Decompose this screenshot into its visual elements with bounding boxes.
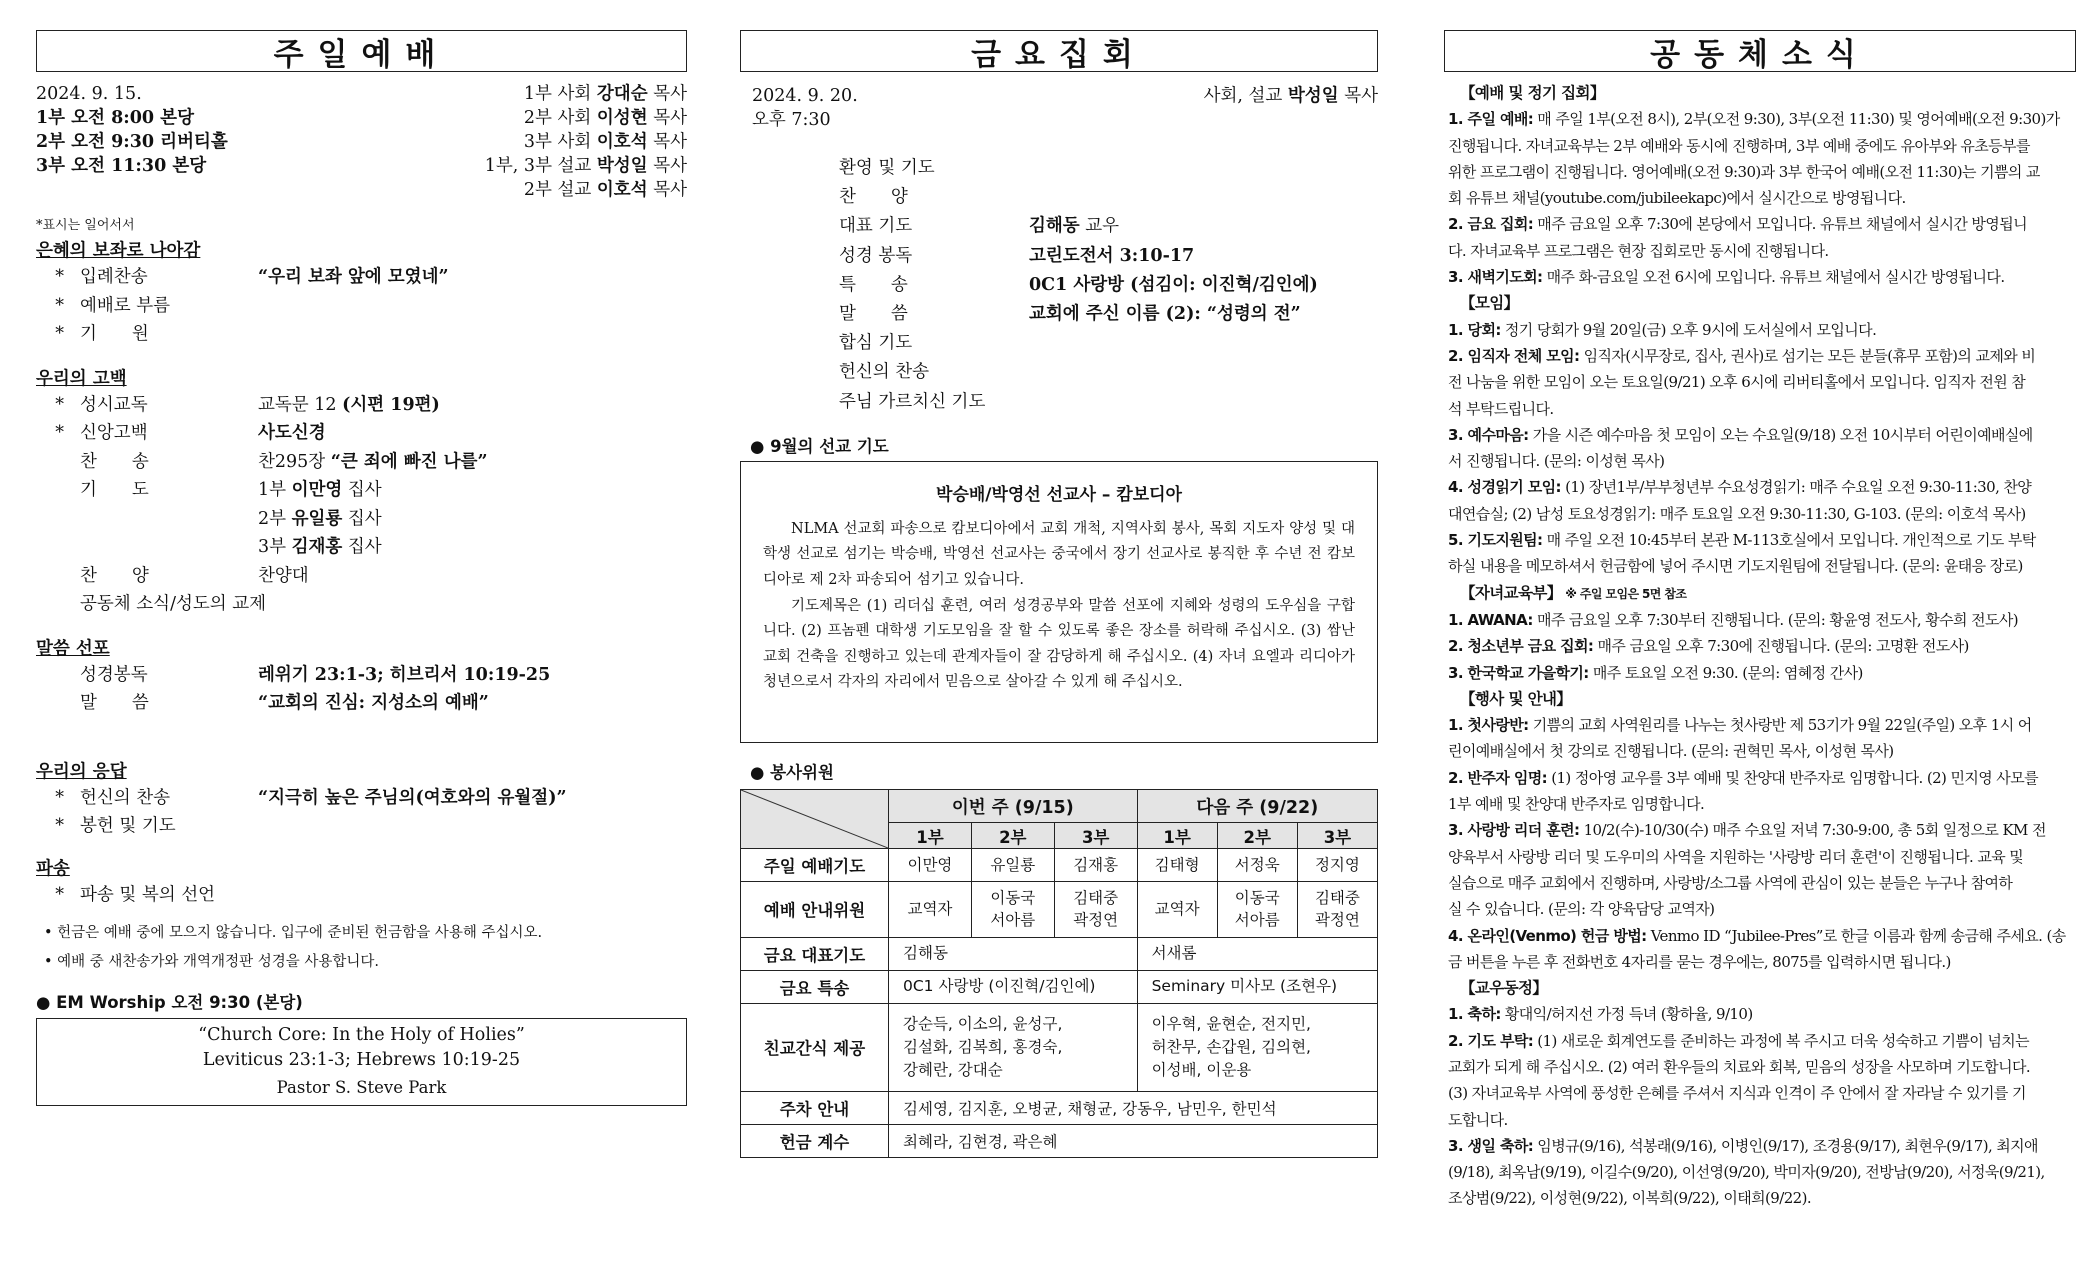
order-value: 고린도전서 3:10-17: [1029, 245, 1195, 266]
section-title: 파송: [36, 858, 70, 879]
service-preacher: 1부, 3부 설교 박성일 목사: [484, 156, 687, 176]
table-row: [741, 848, 1378, 881]
news-line: 2. 임직자 전체 모임: 임직자(시무장로, 집사, 권사)로 섬기는 모든 분들(휴무 포함)의 교제와 비: [1448, 346, 2036, 365]
item-value: [258, 419, 687, 448]
news-item-title: 4. 성경읽기 모임:: [1448, 478, 1561, 497]
service-row: [36, 178, 687, 202]
news-line: 1. 첫사랑반: 기쁨의 교회 사역원리를 나누는 첫사랑반 제 53기가 9월 22일(주일) 오후 1시 어: [1448, 716, 2032, 735]
mission-para-2: 기도제목은 (1) 리더십 훈련, 여러 성경공부와 말씀 선포에 지혜와 성령의 도우심을 구합니다. (2) 프놈펜 대학생 기도모임을 잘 할 수 있도록 좋은 장소를 허락해 주십시오. (3) 쌈난 교회 건축을 진행하고 있는데 관계자들이 잘 감당하게 해 주십시오. (4) 자녀 요엘과 리디아가 청년으로서 각자의 자리에서 믿음으로 살아갈 수 있게 해 주십시오.: [763, 597, 1355, 691]
item-value: [258, 505, 687, 534]
stand-marker: [36, 476, 72, 505]
news-item-title: 2. 기도 부탁:: [1448, 1031, 1534, 1050]
friday-order-item: [839, 242, 1378, 271]
order-of-worship: [36, 239, 687, 909]
worship-item: [36, 505, 687, 534]
item-value: [258, 689, 687, 718]
order-suffix: 교우: [1079, 216, 1120, 237]
news-line: 서 진행됩니다. (문의: 이성현 목사): [1448, 452, 1665, 471]
news-item-title: 1. 첫사랑반:: [1448, 716, 1529, 735]
table-cell: 김재홍: [1054, 848, 1137, 881]
order-value: [1029, 388, 1378, 417]
news-item-title: 3. 한국학교 가을학기:: [1448, 663, 1589, 682]
stand-marker: *: [55, 324, 64, 344]
worship-section: [36, 857, 687, 910]
item-value-bold: 이만영: [291, 480, 343, 500]
category-note: ※ 주일 모임은 5면 참조: [1561, 586, 1687, 601]
news-item-title: 1. 축하:: [1448, 1005, 1501, 1024]
item-value-plain: 2부: [258, 508, 292, 529]
service-time: 3부 오전 11:30 본당: [36, 156, 207, 176]
service-time: 1부 오전 8:00 본당: [36, 108, 194, 128]
news-item-title: 2. 금요 집회:: [1448, 215, 1534, 234]
news-line: 다. 자녀교육부 프로그램은 현장 집회로만 동시에 진행됩니다.: [1448, 241, 1829, 260]
item-value: [258, 562, 687, 591]
item-label: [72, 533, 258, 562]
news-line: 1. AWANA: 매주 금요일 오후 7:30부터 진행됩니다. (문의: 황윤영 전도사, 황수희 전도사): [1448, 610, 2018, 629]
worship-item: [36, 661, 687, 690]
item-value-suffix: 집사: [342, 480, 382, 500]
news-item-title: 2. 임직자 전체 모임:: [1448, 346, 1580, 365]
next-week-header: 다음 주 (9/22): [1137, 789, 1377, 823]
news-line: 3. 생일 축하: 임병규(9/16), 석봉래(9/16), 이병인(9/17), 조경용(9/17), 최현우(9/17), 최지애: [1448, 1136, 2038, 1155]
order-label: 대표 기도: [839, 216, 913, 237]
item-value-bold: “우리 보좌 앞에 모였네”: [258, 267, 449, 287]
news-line: 실 수 있습니다. (문의: 각 양육담당 교역자): [1448, 900, 1715, 919]
item-label: 찬 양: [80, 565, 149, 586]
part-header: 2부: [1217, 823, 1297, 848]
row-label: 주차 안내: [741, 1091, 889, 1124]
news-line: 4. 온라인(Venmo) 헌금 방법: Venmo ID “Jubilee-Pres”로 한글 이름과 함께 송금해 주세요. (송: [1448, 926, 2066, 945]
item-label: 예배로 부름: [80, 295, 171, 316]
stand-marker: [36, 661, 72, 690]
part-header: 1부: [889, 823, 972, 848]
worship-item: [36, 881, 687, 910]
section-title: 은혜의 보좌로 나아감: [36, 241, 201, 261]
worship-item: [36, 590, 687, 619]
table-cell: 서정욱: [1217, 848, 1297, 881]
volunteers-table: [740, 789, 1378, 1158]
friday-order-item: [839, 271, 1378, 300]
stand-marker: *: [55, 394, 64, 415]
item-label: 기 도: [80, 480, 149, 500]
friday-title: 금요집회: [740, 30, 1378, 72]
stand-marker: [36, 533, 72, 562]
item-value: [258, 391, 687, 420]
table-row: [741, 1124, 1378, 1157]
news-line: 1. 당회: 정기 당회가 9월 20일(금) 오후 9시에 도서실에서 모입니다.: [1448, 320, 1877, 339]
order-label: 합심 기도: [839, 333, 913, 354]
order-label: 성경 봉독: [839, 245, 913, 266]
news-category: 【자녀교육부】 ※ 주일 모임은 5면 참조: [1460, 583, 1687, 602]
worship-item: [36, 320, 687, 349]
sunday-service-info: [36, 82, 687, 202]
service-leader: 3부 사회 이호석 목사: [523, 132, 687, 152]
friday-time-row: [752, 108, 1378, 132]
bible-note: • 예배 중 새찬송가와 개역개정판 성경을 사용합니다.: [44, 954, 379, 970]
stand-marker: *: [55, 295, 64, 316]
worship-item: [36, 263, 687, 292]
news-item-title: 1. AWANA:: [1448, 610, 1533, 629]
item-value-plain: 3부: [258, 537, 292, 557]
sunday-notes: [36, 919, 687, 977]
news-line: 5. 기도지원팀: 매 주일 오전 10:45부터 본관 M-113호실에서 모입니다. 개인적으로 기도 부탁: [1448, 531, 2036, 550]
news-line: 회 유튜브 채널(youtube.com/jubileekapc)에서 실시간으로 방영됩니다.: [1448, 189, 1906, 208]
stand-marker: [36, 448, 72, 477]
item-label: 성경봉독: [80, 664, 148, 685]
diagonal-line: [741, 790, 888, 848]
item-value-bold: (시편 19편): [342, 394, 440, 415]
item-value: [258, 292, 687, 321]
item-value-bold: 레위기 23:1-3; 히브리서 10:19-25: [258, 664, 551, 685]
item-label: 봉헌 및 기도: [80, 816, 176, 836]
em-scripture: Leviticus 23:1-3; Hebrews 10:19-25: [202, 1050, 521, 1070]
worship-item: [36, 533, 687, 562]
news-line: 3. 한국학교 가을학기: 매주 토요일 오전 9:30. (문의: 염혜정 간사): [1448, 663, 1863, 682]
sunday-worship-column: [36, 30, 687, 1106]
news-item-title: 1. 당회:: [1448, 320, 1501, 339]
stand-marker: [36, 590, 72, 619]
diagonal-header-cell: [741, 789, 889, 848]
worship-item: [36, 784, 687, 813]
order-value: [1029, 329, 1378, 358]
worship-item: [36, 689, 687, 718]
sunday-date: 2024. 9. 15.: [36, 84, 142, 104]
order-label: 환영 및 기도: [839, 158, 935, 178]
service-leader: 1부 사회 강대순 목사: [523, 84, 687, 104]
worship-section: [36, 760, 687, 841]
table-cell: 강순득, 이소의, 윤성구, 김설화, 김복희, 홍경숙, 강혜란, 강대순: [889, 1003, 1138, 1091]
friday-order-item: [839, 388, 1378, 417]
order-value: [1029, 183, 1378, 212]
row-label: 친교간식 제공: [741, 1003, 889, 1091]
order-label: 찬 양: [839, 187, 908, 208]
news-line: 하실 내용을 메모하셔서 헌금함에 넣어 주시면 기도지원팀에 전달됩니다. (문의: 윤태응 장로): [1448, 557, 2023, 576]
service-row: [36, 154, 687, 178]
item-label: 입례찬송: [80, 267, 148, 287]
news-line: 2. 금요 집회: 매주 금요일 오후 7:30에 본당에서 모입니다. 유튜브 채널에서 실시간 방영됩니: [1448, 215, 2027, 234]
offering-note: • 헌금은 예배 중에 모으지 않습니다. 입구에 준비된 헌금함을 사용해 주십시오.: [44, 925, 543, 941]
news-line: 교회가 되게 해 주십시오. (2) 여러 환우들의 치료와 회복, 믿음의 성장을 사모하며 기도합니다.: [1448, 1057, 2031, 1076]
item-label: 기 원: [80, 324, 149, 344]
friday-order-item: [839, 212, 1378, 241]
part-header: 3부: [1297, 823, 1377, 848]
item-value: [258, 784, 687, 813]
table-cell: 최혜라, 김현경, 곽은혜: [889, 1124, 1378, 1157]
news-item-title: 3. 새벽기도회:: [1448, 268, 1543, 287]
stand-marker: *: [55, 816, 64, 836]
table-row: [741, 881, 1378, 937]
item-value: [258, 263, 687, 292]
community-news-column: [1444, 30, 2076, 1212]
service-time: 2부 오전 9:30 리버티홀: [36, 132, 228, 152]
news-item-title: 1. 주일 예배:: [1448, 110, 1534, 129]
this-week-header: 이번 주 (9/15): [889, 789, 1138, 823]
worship-section: [36, 637, 687, 718]
stand-marker: *: [55, 787, 64, 808]
news-line: 석 부탁드립니다.: [1448, 399, 1554, 418]
news-item-title: 2. 청소년부 금요 집회:: [1448, 637, 1594, 656]
item-value-suffix: 집사: [342, 508, 382, 529]
service-row: [36, 130, 687, 154]
item-value-suffix: 집사: [342, 537, 382, 557]
news-category: 【예배 및 정기 집회】: [1460, 84, 1605, 102]
news-line: (9/18), 최옥남(9/19), 이길수(9/20), 이선영(9/20), 박미자(9/20), 전방남(9/20), 서정욱(9/21),: [1448, 1163, 2045, 1182]
order-value: 김해동 교우: [1029, 216, 1120, 237]
item-value: [215, 881, 687, 910]
item-value-plain: 교독문 12: [258, 394, 343, 415]
part-header: 3부: [1054, 823, 1137, 848]
item-value-bold: “큰 죄에 빠진 나를”: [330, 451, 488, 472]
service-leader: 2부 사회 이성현 목사: [523, 108, 687, 128]
news-line: 위한 프로그램이 진행됩니다. 영어예배(오전 9:30)과 3부 한국어 예배(오전 11:30)는 기쁨의 교: [1448, 162, 2040, 181]
friday-order-item: [839, 300, 1378, 329]
em-worship-heading: ● EM Worship 오전 9:30 (본당): [36, 993, 303, 1012]
order-label: 주님 가르치신 기도: [839, 391, 986, 412]
news-line: 진행됩니다. 자녀교육부는 2부 예배와 동시에 진행하며, 3부 예배 중에도 유아부와 유초등부를: [1448, 136, 2030, 155]
friday-leader: 사회, 설교 박성일 목사: [1203, 86, 1378, 106]
news-line: 실습으로 매주 교회에서 진행하며, 사랑방/소그룹 사역에 관심이 있는 분들은 누구나 참여하: [1448, 873, 2013, 892]
em-pastor: Pastor S. Steve Park: [276, 1078, 447, 1097]
stand-marker: *: [55, 423, 64, 443]
news-line: 금 버튼을 누른 후 전화번호 4자리를 묻는 경우에는, 8075를 입력하시면 됩니다.): [1448, 952, 1951, 971]
worship-item: [36, 419, 687, 448]
part-header: 2부: [971, 823, 1054, 848]
table-header-row: [741, 789, 1378, 823]
worship-section: [36, 367, 687, 619]
item-label: 찬 송: [80, 451, 149, 472]
item-value: [258, 448, 687, 477]
stand-marker: *: [55, 884, 64, 905]
item-label: 신앙고백: [80, 423, 148, 443]
friday-date: 2024. 9. 20.: [752, 86, 858, 106]
stand-marker: [36, 562, 72, 591]
item-value-bold: 사도신경: [258, 423, 326, 443]
table-cell: 유일룡: [971, 848, 1054, 881]
news-line: 2. 기도 부탁: (1) 새로운 회계연도를 준비하는 과정에 복 주시고 더욱 성숙하고 기쁨이 넘치는: [1448, 1031, 2030, 1050]
item-value: [266, 590, 687, 619]
service-row: [36, 106, 687, 130]
item-value: [258, 320, 687, 349]
stand-note: *표시는 일어서서: [36, 218, 135, 233]
news-line: 도합니다.: [1448, 1110, 1508, 1129]
table-row: [741, 1003, 1378, 1091]
item-value: [258, 661, 687, 690]
friday-order-item: [839, 154, 1378, 183]
news-line: 3. 새벽기도회: 매주 화-금요일 오전 6시에 모입니다. 유튜브 채널에서 실시간 방영됩니다.: [1448, 268, 2005, 287]
news-line: 전 나눔을 위한 모임이 오는 토요일(9/21) 오후 6시에 리버티홀에서 모입니다. 임직자 전원 참: [1448, 373, 2026, 392]
item-label: [72, 505, 258, 534]
order-value: 0C1 사랑방 (섬김이: 이진혁/김인에): [1029, 274, 1318, 295]
news-line: 1부 예배 및 찬양대 반주자로 임명합니다.: [1448, 795, 1705, 814]
item-value-bold: 김재홍: [291, 537, 343, 557]
news-line: 1. 주일 예배: 매 주일 1부(오전 8시), 2부(오전 9:30), 3부(오전 11:30) 및 영어예배(오전 9:30)가: [1448, 110, 2060, 129]
stand-marker: *: [55, 267, 64, 287]
table-cell: 교역자: [1137, 881, 1217, 937]
news-item-title: 3. 생일 축하:: [1448, 1136, 1534, 1155]
news-category: 【교우동정】: [1460, 979, 1548, 998]
friday-date-row: [752, 84, 1378, 108]
table-cell: 김태중 곽정연: [1297, 881, 1377, 937]
mission-para-1: NLMA 선교회 파송으로 캄보디아에서 교회 개척, 지역사회 봉사, 목회 지도자 양성 및 대학생 선교로 섬기는 박승배, 박영선 선교사는 중국에서 장기 선교사로 봉직한 후 수년 전 캄보디아로 제 2차 파송되어 섬기고 있습니다.: [763, 520, 1355, 589]
row-label: 금요 대표기도: [741, 937, 889, 970]
item-value-plain: 1부: [258, 480, 292, 500]
worship-item: [36, 812, 687, 841]
news-line: 2. 청소년부 금요 집회: 매주 금요일 오후 7:30에 진행됩니다. (문의: 고명환 전도사): [1448, 637, 1969, 656]
friday-order-item: [839, 183, 1378, 212]
news-item-title: 3. 사랑방 리더 훈련:: [1448, 821, 1580, 840]
stand-marker: [36, 505, 72, 534]
news-line: 양육부서 사랑방 리더 및 도우미의 사역을 지원하는 '사랑방 리더 훈련'이 진행됩니다. 교육 및: [1448, 847, 2024, 866]
news-line: (3) 자녀교육부 사역에 풍성한 은혜를 주셔서 지식과 인격이 주 안에서 잘 자라날 수 있기를 기: [1448, 1084, 2026, 1103]
row-label: 금요 특송: [741, 970, 889, 1003]
order-label: 말 씀: [839, 304, 908, 325]
order-label: 특 송: [839, 274, 908, 295]
order-label: 헌신의 찬송: [839, 362, 930, 383]
item-value-bold: “지극히 높은 주님의(여호와의 유월절)”: [258, 787, 567, 808]
mission-heading: ● 9월의 선교 기도: [750, 436, 889, 456]
friday-order-item: [839, 329, 1378, 358]
community-title: 공동체소식: [1444, 30, 2076, 72]
order-value: [1029, 358, 1378, 387]
table-cell: 0C1 사랑방 (이진혁/김인에): [889, 970, 1138, 1003]
order-value: [1029, 154, 1378, 183]
table-cell: 김세영, 김지훈, 오병균, 채형균, 강동우, 남민우, 한민석: [889, 1091, 1378, 1124]
worship-item: [36, 562, 687, 591]
table-row: [741, 937, 1378, 970]
em-worship-box: [36, 1018, 687, 1106]
table-cell: Seminary 미사모 (조현우): [1137, 970, 1377, 1003]
em-sermon-title: “Church Core: In the Holy of Holies”: [198, 1025, 525, 1045]
news-line: 린이예배실에서 첫 강의로 진행됩니다. (문의: 권혁민 목사, 이성현 목사): [1448, 742, 1894, 761]
item-value-bold: 유일룡: [291, 508, 343, 529]
order-value: 교회에 주신 이름 (2): “성령의 전”: [1029, 304, 1301, 325]
friday-info: [740, 84, 1378, 132]
service-row: [36, 82, 687, 106]
friday-service-column: [740, 30, 1378, 1158]
item-label: 말 씀: [80, 693, 149, 713]
table-row: [741, 970, 1378, 1003]
row-label: 헌금 계수: [741, 1124, 889, 1157]
item-label: 공동체 소식/성도의 교제: [80, 594, 267, 614]
table-cell: 김태형: [1137, 848, 1217, 881]
item-value: [258, 812, 687, 841]
item-label: 헌신의 찬송: [80, 787, 171, 808]
worship-item: [36, 391, 687, 420]
item-label: 파송 및 복의 선언: [80, 884, 216, 905]
news-line: 조상범(9/22), 이성현(9/22), 이복희(9/22), 이태희(9/22).: [1448, 1189, 1812, 1208]
worship-item: [36, 476, 687, 505]
item-value-plain: 찬295장: [258, 451, 331, 472]
item-value-bold: “교회의 진심: 지성소의 예배”: [258, 693, 489, 713]
part-header: 1부: [1137, 823, 1217, 848]
item-value: [258, 533, 687, 562]
section-title: 말씀 선포: [36, 638, 110, 659]
item-value-plain: 찬양대: [258, 565, 309, 586]
community-news-body: [1444, 80, 2076, 1212]
table-cell: 이우혁, 윤현순, 전지민, 허찬무, 손갑원, 김의현, 이성배, 이운용: [1137, 1003, 1377, 1091]
table-cell: 서새롬: [1137, 937, 1377, 970]
mission-box: [740, 461, 1378, 743]
news-line: 3. 사랑방 리더 훈련: 10/2(수)-10/30(수) 매주 수요일 저녁 7:30-9:00, 총 5회 일정으로 KM 전: [1448, 821, 2046, 840]
news-line: 2. 반주자 임명: (1) 정아영 교우를 3부 예배 및 찬양대 반주자로 임명합니다. (2) 민지영 사모를: [1448, 768, 2038, 787]
worship-item: [36, 292, 687, 321]
friday-time: 오후 7:30: [752, 110, 831, 130]
worship-item: [36, 448, 687, 477]
section-title: 우리의 응답: [36, 761, 127, 782]
mission-title: 박승배/박영선 선교사 – 캄보디아: [936, 484, 1182, 505]
friday-order: [740, 154, 1378, 417]
news-category: 【모임】: [1460, 294, 1519, 313]
table-cell: 김해동: [889, 937, 1138, 970]
volunteers-heading: ● 봉사위원: [750, 762, 834, 782]
service-preacher: 2부 설교 이호석 목사: [523, 180, 687, 200]
item-label: 성시교독: [80, 394, 148, 415]
row-label: 예배 안내위원: [741, 881, 889, 937]
table-cell: 김태중 곽정연: [1054, 881, 1137, 937]
worship-section: [36, 239, 687, 349]
sunday-title: 주일예배: [36, 30, 687, 72]
table-cell: 이만영: [889, 848, 972, 881]
news-line: 4. 성경읽기 모임: (1) 장년1부/부부청년부 수요성경읽기: 매주 수요일 오전 9:30-11:30, 찬양: [1448, 478, 2032, 497]
table-cell: 이동국 서아름: [1217, 881, 1297, 937]
news-item-title: 4. 온라인(Venmo) 헌금 방법:: [1448, 926, 1647, 945]
section-title: 우리의 고백: [36, 368, 127, 389]
news-item-title: 3. 예수마음:: [1448, 425, 1529, 444]
table-cell: 이동국 서아름: [971, 881, 1054, 937]
table-cell: 교역자: [889, 881, 972, 937]
table-cell: 정지영: [1297, 848, 1377, 881]
news-line: 3. 예수마음: 가을 시즌 예수마음 첫 모임이 오는 수요일(9/18) 오전 10시부터 어린이예배실에: [1448, 425, 2033, 444]
item-value: [258, 476, 687, 505]
row-label: 주일 예배기도: [741, 848, 889, 881]
table-row: [741, 1091, 1378, 1124]
news-line: 대연습실; (2) 남성 토요성경읽기: 매주 토요일 오전 9:30-11:30, G-103. (문의: 이호석 목사): [1448, 504, 2026, 523]
news-line: 1. 축하: 황대익/허지선 가정 득녀 (황하율, 9/10): [1448, 1005, 1753, 1024]
news-item-title: 2. 반주자 임명:: [1448, 768, 1548, 787]
news-category: 【행사 및 안내】: [1460, 689, 1572, 708]
news-item-title: 5. 기도지원팀:: [1448, 531, 1543, 550]
stand-marker: [36, 689, 72, 718]
friday-order-item: [839, 358, 1378, 387]
